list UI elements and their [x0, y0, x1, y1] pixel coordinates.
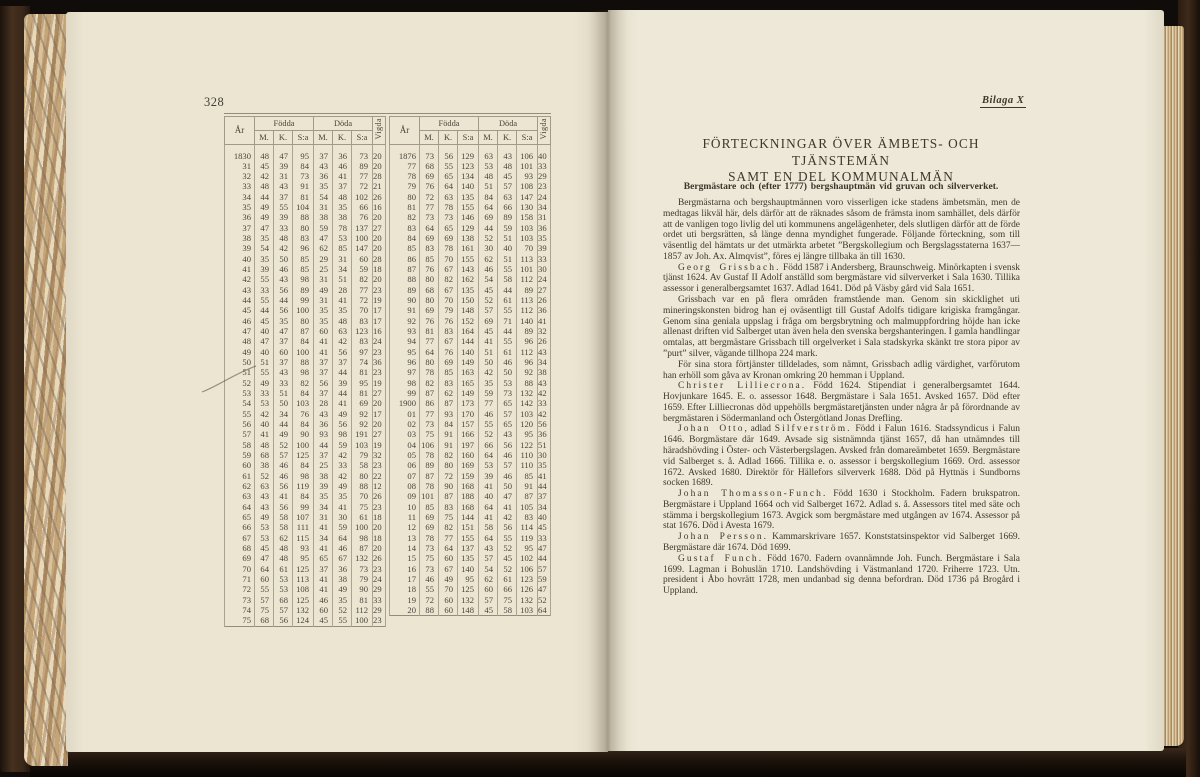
- table-row: 20 88 60 148 45 58 103 64: [390, 605, 551, 616]
- vital-statistics-table: [224, 113, 551, 627]
- table-row: 50 51 37 88 37 37 74 36: [225, 357, 386, 367]
- article-subtitle: Bergmästare och (efter 1777) bergshauptmän vid gruvan och silververket.: [683, 181, 999, 192]
- table-row: 37 47 33 80 59 78 137 27: [225, 223, 386, 233]
- person-name: Georg Grissbach.: [678, 262, 781, 273]
- table-row: 75 68 56 124 45 55 100 23: [225, 615, 386, 626]
- table-row: 39 54 42 96 62 85 147 20: [225, 243, 386, 253]
- table-row: 79 76 64 140 51 57 108 23: [390, 181, 551, 191]
- table-row: 84 69 69 138 52 51 103 35: [390, 233, 551, 243]
- table-row: 86 85 70 155 62 51 113 33: [390, 254, 551, 264]
- table-row: 71 60 53 113 41 38 79 24: [225, 574, 386, 584]
- sum-subheader: S:a: [352, 131, 373, 145]
- paragraph: [663, 295, 1020, 360]
- table-row: 53 33 51 84 37 44 81 27: [225, 388, 386, 398]
- female-subheader: K.: [274, 131, 293, 145]
- paragraph-text: Född 1630 i Stockholm. Fadern brukspatron. Bergmästare i Uppland 1664 och vid Salberget 1672. Adlad s. å. Assessors titel med säte och stämma i bergskollegium 1673. Avgick som bergmästare med utgången av 1674. Assessor på stat 1676. Död i Avesta 1679.: [663, 489, 1020, 532]
- table-row: 54 53 50 103 28 41 69 20: [225, 398, 386, 408]
- table-row: 33 48 43 91 35 37 72 21: [225, 181, 386, 191]
- table-row: 14 73 64 137 43 52 95 47: [390, 543, 551, 553]
- table-row: 56 40 44 84 36 56 92 20: [225, 419, 386, 429]
- paragraph: [663, 198, 1020, 263]
- table-row: 47 40 47 87 60 63 123 16: [225, 326, 386, 336]
- table-body-1830-1875: [225, 145, 386, 627]
- paragraph-text: Född 1587 i Andersberg, Braunschweig. Minörkapten i svensk tjänst 1624. Av Gustaf II Adolf anställd som bergmästare vid silververket i Sala 1630. Tillika assessor i generalbergsamtet 1637. Adlad 1641. Död på Väsby gård vid Sala 1651.: [663, 262, 1020, 295]
- paragraph-text: Kammarskrivare 1657. Konststatsinspektor vid Salberget 1669. Bergmästare där 1674. Död 1699.: [663, 532, 1020, 553]
- table-row: 68 45 48 93 41 46 87 20: [225, 543, 386, 553]
- table-row: 91 69 79 148 57 55 112 36: [390, 305, 551, 315]
- stats-table-1830-1875: [224, 116, 386, 627]
- table-row: 82 73 73 146 69 89 158 31: [390, 212, 551, 222]
- running-head-bilaga: Bilaga X: [982, 95, 1025, 106]
- table-row: 16 73 67 140 54 52 106 57: [390, 564, 551, 574]
- male-subheader: M.: [314, 131, 333, 145]
- table-header: [390, 117, 551, 145]
- table-row: 67 53 62 115 34 64 98 18: [225, 533, 386, 543]
- paragraph: [663, 554, 1020, 597]
- table-row: 99 87 62 149 59 73 132 42: [390, 388, 551, 398]
- table-row: 66 53 58 111 41 59 100 20: [225, 522, 386, 532]
- table-row: 19 72 60 132 57 75 132 52: [390, 595, 551, 605]
- table-row: 44 55 44 99 31 41 72 19: [225, 295, 386, 305]
- table-row: 90 80 70 150 52 61 113 26: [390, 295, 551, 305]
- paragraph-text: Bergmästarna och bergshauptmännen voro visserligen icke stadens ämbetsmän, men de medtagas likväl här, dels därför att de räknades såsom de främsta inom samhället, dels därför att de vanligen togo livlig del uti kommunens angelägenheter, dels slutligen därför att de förde ordet uti bergsrätten, så länge denna myndighet fungerade. Följande förteckning, som till väsentlig del hämtats ur det utmärkta arbetet ”Bergskollegium och Bergslagsstaterna 1637—1857 av Joh. Ax. Almqvist”, föres ej längre tillbaka än till 1630.: [663, 198, 1020, 262]
- table-row: 57 41 49 90 93 98 191 27: [225, 429, 386, 439]
- paragraph-text: , adlad: [744, 424, 775, 435]
- female-subheader: K.: [333, 131, 352, 145]
- table-row: 97 78 85 163 42 50 92 38: [390, 367, 551, 377]
- table-row: 46 45 35 80 35 48 83 17: [225, 316, 386, 326]
- table-row: 69 47 48 95 65 67 132 26: [225, 553, 386, 563]
- table-row: 78 69 65 134 48 45 93 29: [390, 171, 551, 181]
- table-row: 62 63 56 119 39 49 88 12: [225, 481, 386, 491]
- right-page: [608, 10, 1164, 751]
- table-row: 65 49 58 107 31 30 61 18: [225, 512, 386, 522]
- table-row: 51 55 43 98 37 44 81 23: [225, 367, 386, 377]
- male-subheader: M.: [255, 131, 274, 145]
- table-row: 1900 86 87 173 77 65 142 33: [390, 398, 551, 408]
- article-title: [663, 136, 1019, 186]
- left-page: [66, 12, 608, 752]
- table-row: 07 87 72 159 39 46 85 41: [390, 471, 551, 481]
- table-row: 95 64 76 140 51 61 112 43: [390, 347, 551, 357]
- person-name: Johan Thomasson-Funch.: [678, 489, 828, 500]
- table-row: 60 38 46 84 25 33 58 23: [225, 460, 386, 470]
- paragraph: [663, 424, 1020, 489]
- table-row: 1830 48 47 95 37 36 73 20: [225, 151, 386, 161]
- table-row: 52 49 33 82 56 39 95 19: [225, 378, 386, 388]
- paragraph-text: Född i Falun 1616. Stadssyndicus i Falun 1646. Borgmästare där 1649. Avsade sig sistnämnda tjänst 1657, då han utnämndes till häradshövding i Öster- och Västerbergslagen. Avsked från domareämbetet 1659. Bergmästare vid Salberget s. å. Adlad 1666. Tillika e. o. assessor i bergskollegium 1669. Ord. assessor 1672. Avsked 1680. Direktör för Hällefors silververk 1688. Död på Hyttnäs i Sundborns socken 1689.: [663, 424, 1020, 489]
- paragraph: [663, 381, 1020, 424]
- dead-header: Döda: [479, 117, 538, 131]
- paragraph-text: Grissbach var en på flera områden framstående man. Genom sin skicklighet uti mineringskonsten bidrog han ej oväsentligt till Gustaf Adolfs tidigare krigiska framgångar. Genom sina geniala uppslag i fråga om bergsbrytning och malmuppfordring höjde han icke allenast driften vid Salberget utan även hela den svenska bergshanteringen. I gamla handlingar omtalas, att bergmästare Grissbach till orgelverket i Sala stadskyrka skänkt tre stora pipor av ”purt” silver, vägande tillhopa 224 mark.: [663, 295, 1020, 359]
- table-header: [225, 117, 386, 145]
- female-subheader: K.: [498, 131, 517, 145]
- married-header: [373, 117, 386, 145]
- person-name: Christer Lilliecrona.: [678, 381, 807, 392]
- female-subheader: K.: [439, 131, 458, 145]
- year-header: År: [390, 117, 420, 145]
- born-header: Födda: [255, 117, 314, 131]
- male-subheader: M.: [479, 131, 498, 145]
- year-header: År: [225, 117, 255, 145]
- paragraph: [663, 263, 1020, 295]
- sum-subheader: S:a: [458, 131, 479, 145]
- table-row: 80 72 63 135 84 63 147 24: [390, 192, 551, 202]
- person-name: Johan Otto: [678, 424, 745, 435]
- table-row: 42 55 43 98 31 51 82 20: [225, 274, 386, 284]
- marbled-page-edges-left: [24, 14, 68, 766]
- table-row: 83 64 65 129 44 59 103 36: [390, 223, 551, 233]
- table-row: 1876 73 56 129 63 43 106 40: [390, 151, 551, 161]
- table-row: 93 81 83 164 45 44 89 32: [390, 326, 551, 336]
- table-row: 63 43 41 84 35 35 70 26: [225, 491, 386, 501]
- table-row: 59 68 57 125 37 42 79 32: [225, 450, 386, 460]
- table-row: 72 55 53 108 41 49 90 29: [225, 584, 386, 594]
- article-title-line1: FÖRTECKNINGAR ÖVER ÄMBETS- OCH TJÄNSTEMÄN: [702, 136, 980, 168]
- table-row: 89 68 67 135 45 44 89 27: [390, 285, 551, 295]
- table-row: 41 39 46 85 25 34 59 18: [225, 264, 386, 274]
- table-row: 49 40 60 100 41 56 97 23: [225, 347, 386, 357]
- table-row: 64 43 56 99 34 41 75 23: [225, 502, 386, 512]
- table-row: 40 35 50 85 29 31 60 28: [225, 254, 386, 264]
- paragraph-text: För sina stora förtjänster tilldelades, som nämnt, Grissbach adlig värdighet, varförutom han erhöll som gåva av Kronan omkring 20 hemman i Uppland.: [663, 359, 1020, 381]
- page-number: 328: [204, 95, 225, 109]
- sum-subheader: S:a: [517, 131, 538, 145]
- table-row: 17 46 49 95 62 61 123 59: [390, 574, 551, 584]
- married-header-label: Vigda: [374, 117, 384, 140]
- table-row: 74 75 57 132 60 52 112 29: [225, 605, 386, 615]
- table-row: 06 89 80 169 53 57 110 35: [390, 460, 551, 470]
- person-name: Johan Persson.: [678, 532, 769, 543]
- table-row: 55 42 34 76 43 49 92 17: [225, 409, 386, 419]
- table-row: 15 75 60 135 57 45 102 44: [390, 553, 551, 563]
- table-row: 85 83 78 161 30 40 70 39: [390, 243, 551, 253]
- table-row: 45 44 56 100 35 35 70 17: [225, 305, 386, 315]
- table-row: 09 101 87 188 40 47 87 37: [390, 491, 551, 501]
- table-row: 08 78 90 168 41 50 91 44: [390, 481, 551, 491]
- dead-header: Döda: [314, 117, 373, 131]
- table-row: 13 78 77 155 64 55 119 33: [390, 533, 551, 543]
- table-row: 43 33 56 89 49 28 77 23: [225, 285, 386, 295]
- table-row: 05 78 82 160 64 46 110 30: [390, 450, 551, 460]
- sum-subheader: S:a: [293, 131, 314, 145]
- table-row: 94 77 67 144 41 55 96 26: [390, 336, 551, 346]
- table-row: 01 77 93 170 46 57 103 42: [390, 409, 551, 419]
- table-row: 96 80 69 149 50 46 96 34: [390, 357, 551, 367]
- table-row: 38 35 48 83 47 53 100 20: [225, 233, 386, 243]
- table-row: 36 49 39 88 38 38 76 20: [225, 212, 386, 222]
- table-row: 48 47 37 84 41 42 83 24: [225, 336, 386, 346]
- table-row: 87 76 67 143 46 55 101 30: [390, 264, 551, 274]
- table-row: 73 57 68 125 46 35 81 33: [225, 595, 386, 605]
- person-name: Gustaf Funch.: [678, 553, 764, 564]
- table-row: 02 73 84 157 55 65 120 56: [390, 419, 551, 429]
- table-row: 58 48 52 100 44 59 103 19: [225, 440, 386, 450]
- table-row: 98 82 83 165 35 53 88 43: [390, 378, 551, 388]
- table-row: 32 42 31 73 36 41 77 28: [225, 171, 386, 181]
- table-row: 04 106 91 197 66 56 122 51: [390, 440, 551, 450]
- article-title-line2: SAMT EN DEL KOMMUNALMÄN: [728, 169, 954, 184]
- table-body-1876-1920: [390, 145, 551, 616]
- article-body: [663, 198, 1020, 597]
- table-row: 70 64 61 125 37 36 73 23: [225, 564, 386, 574]
- table-row: 88 80 82 162 54 58 112 24: [390, 274, 551, 284]
- born-header: Födda: [420, 117, 479, 131]
- paragraph-text: Född 1670. Fadern ovannämnde Joh. Funch. Bergmästare i Sala 1699. Lagman i Bohuslän 1710. Landshövding i Västmanland 1720. Friherre 1723. Utn. president i Åbo hovrätt 1728, men undanbad sig denna befordran. Död 1736 på Brogård i Uppland.: [663, 553, 1020, 597]
- stats-table-1876-1920: [389, 116, 551, 616]
- person-name: Silfverström.: [774, 424, 852, 435]
- table-row: 92 76 76 152 69 71 140 41: [390, 316, 551, 326]
- male-subheader: M.: [420, 131, 439, 145]
- table-row: 03 75 91 166 52 43 95 36: [390, 429, 551, 439]
- table-row: 31 45 39 84 43 46 89 20: [225, 161, 386, 171]
- book-bottom-shadow: [30, 748, 1186, 777]
- table-row: 34 44 37 81 54 48 102 26: [225, 192, 386, 202]
- table-row: 12 69 82 151 58 56 114 45: [390, 522, 551, 532]
- table-row: 81 77 78 155 64 66 130 34: [390, 202, 551, 212]
- table-row: 35 49 55 104 31 35 66 16: [225, 202, 386, 212]
- paragraph: [663, 532, 1020, 554]
- paragraph: [663, 489, 1020, 532]
- married-header: [538, 117, 551, 145]
- paragraph: [663, 360, 1020, 382]
- paragraph-text: Född 1624. Stipendiat i generalbergsamtet 1644. Hovjunkare 1645. E. o. assessor 1648. Bergmästare i Sala 1651. Avsked 1657. Död efter 1659. Efter Lilliecronas död uppehölls bergmästaretjänsten under några år på förordnande av bergmästaren i Södermanland och Östergötland Jonas Drefling.: [663, 381, 1020, 424]
- table-row: 11 69 75 144 41 42 83 40: [390, 512, 551, 522]
- table-row: 61 52 46 98 38 42 80 22: [225, 471, 386, 481]
- table-row: 18 55 70 125 60 66 126 47: [390, 584, 551, 594]
- married-header-label: Vigda: [539, 117, 549, 140]
- table-row: 10 85 83 168 64 41 105 34: [390, 502, 551, 512]
- table-row: 77 68 55 123 53 48 101 33: [390, 161, 551, 171]
